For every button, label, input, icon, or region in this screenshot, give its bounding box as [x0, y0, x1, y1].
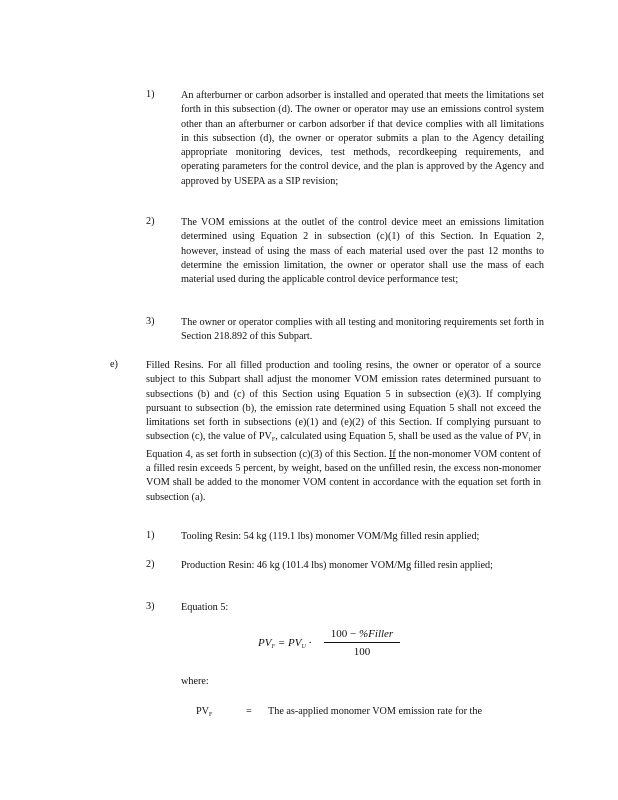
equals-pv: = PV	[275, 637, 302, 649]
fraction-bar	[324, 642, 400, 643]
pv-symbol: PV	[196, 706, 210, 717]
fraction	[324, 628, 400, 658]
equation-5	[258, 628, 418, 668]
equation-lhs	[258, 637, 311, 650]
paragraph-text: Filled Resins. For all filled production and tooling resins, the owner or operator of a source subject to this Subpart shall adjust the monomer VOM emission rates determined pursuant to subsections (b) and (c) of this Section using Equation 5 in subsection (e)(3). If complying pursuant to subsection (b), the emission rate determined using Equation 5 shall not exceed the limitations set forth in subsections (e)(1) and (e)(2) of this Section. If complying pursuant to subsection (c), the value of PV	[146, 360, 541, 443]
paragraph-text: , calculated using Equation 5, shall be used as the value of PV	[275, 431, 529, 443]
item-text: An afterburner or carbon adsorber is installed and operated that meets the limitations set forth in this subsection (d). The owner or operator may use an emissions control system other than an afterburner or carbon adsorber if that device complies with all limitations in this subsection (d), the owner or operator submits a plan to the Agency detailing appropriate monitoring devices, test methods, recordkeeping requirements, and operating parameters for the control device, and the plan is approved by the Agency and approved by USEPA as a SIP revision;	[181, 90, 544, 187]
subitem-number: 2)	[146, 559, 155, 570]
minus-sign: −	[350, 628, 359, 640]
item-number: 3)	[146, 316, 155, 327]
subitem-number: 3)	[146, 601, 155, 612]
subscript: F	[271, 644, 276, 650]
pv-symbol: PV	[258, 637, 272, 649]
subscript: U	[301, 644, 306, 650]
item-number: 1)	[146, 89, 155, 100]
numerator	[324, 628, 400, 640]
item-text: The owner or operator complies with all testing and monitoring requirements set forth in Section 218.892 of this Subpart.	[181, 317, 544, 343]
numerator-constant: 100	[330, 628, 351, 640]
item-text: The VOM emissions at the outlet of the control device meet an emissions limitation determined using Equation 2 in subsection (c)(1) of this Section. In Equation 2, however, instead of using the mass of each material used over the past 12 months to determine the emission limitation, the owner or operator shall use the mass of each material used during the applicable control device performance test;	[181, 217, 544, 286]
subscript: F	[271, 437, 276, 444]
filled-resins-paragraph	[146, 359, 541, 505]
paragraph-text: in Equation 4, as set forth in subsection (c)(3) of this Section.	[146, 431, 541, 460]
definition-symbol	[196, 706, 212, 718]
definition-text: The as-applied monomer VOM emission rate for the	[268, 706, 482, 717]
subscript: i	[528, 437, 531, 444]
denominator: 100	[353, 646, 371, 658]
subitem-text: Tooling Resin: 54 kg (119.1 lbs) monomer VOM/Mg filled resin applied;	[181, 531, 480, 542]
definition-equals: =	[246, 706, 252, 717]
underlined-text: If	[389, 448, 396, 460]
paragraph-text: the non-monomer VOM content of a filled resin exceeds 5 percent, by weight, based on the unfilled resin, the excess non-monomer VOM shall be added to the monomer VOM content in accordance with the equation set forth in subsection (a).	[146, 448, 541, 503]
subitem-text: Equation 5:	[181, 602, 229, 613]
paragraph-number: e)	[110, 359, 118, 370]
subscript: F	[209, 712, 213, 718]
subitem-number: 1)	[146, 530, 155, 541]
filler-term: %Filler	[359, 628, 394, 640]
subitem-text: Production Resin: 46 kg (101.4 lbs) monomer VOM/Mg filled resin applied;	[181, 560, 493, 571]
multiply-dot: ·	[305, 637, 312, 649]
item-number: 2)	[146, 216, 155, 227]
where-label: where:	[181, 676, 209, 687]
